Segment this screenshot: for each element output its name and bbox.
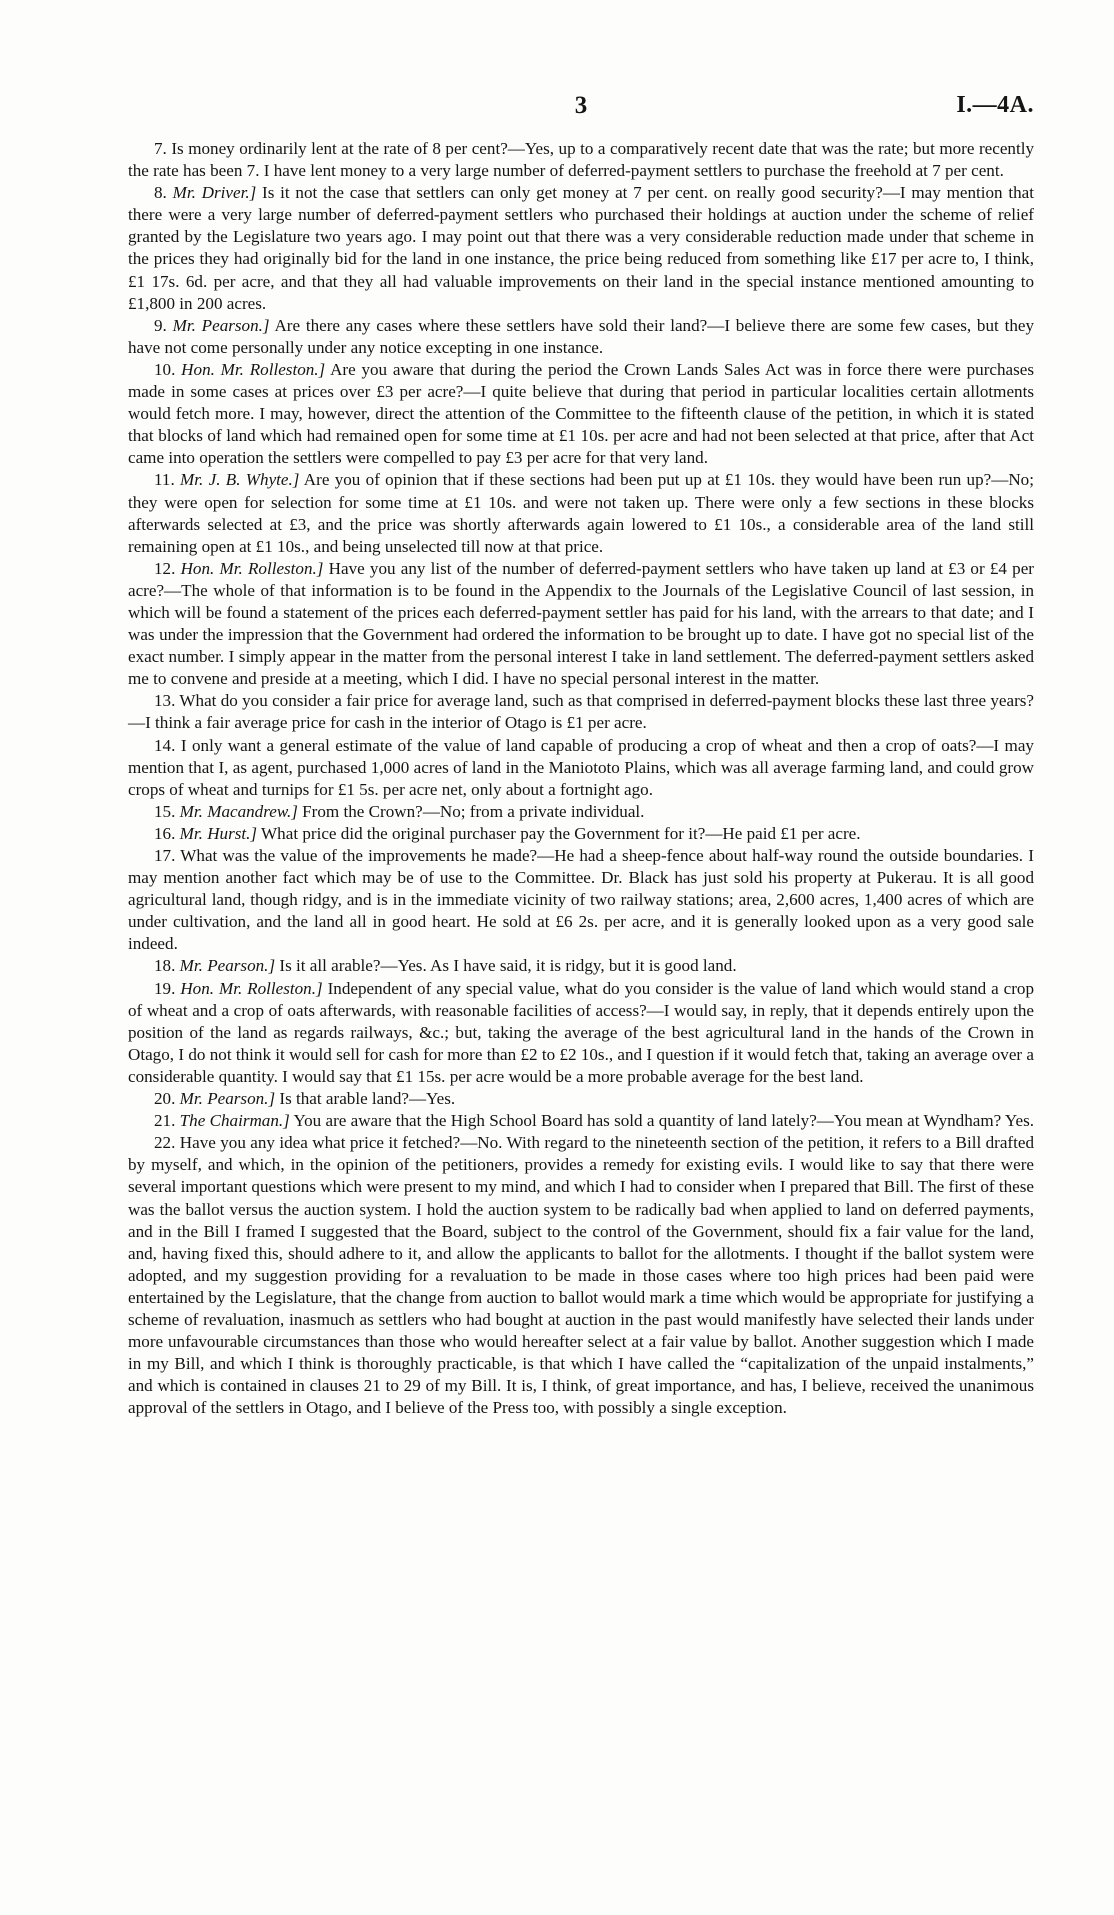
question-paragraph	[128, 359, 1034, 469]
speaker-name: Mr. J. B. Whyte.]	[180, 470, 300, 490]
question-number: 16.	[154, 823, 176, 843]
paragraph-text: What do you consider a fair price for average land, such as that comprised in deferred-payment blocks these last three years?—I think a fair average price for cash in the interior of Otago is £1 per acre.	[128, 691, 1034, 733]
paragraph-text: Is money ordinarily lent at the rate of 8 per cent?—Yes, up to a comparatively recent date that was the rate; but more recently the rate has been 7. I have lent money to a very large number of deferred-payment settlers to purchase the freehold at 7 per cent.	[128, 139, 1034, 181]
paragraph-text: From the Crown?—No; from a private individual.	[302, 801, 645, 821]
speaker-name: Mr. Driver.]	[172, 183, 257, 203]
question-paragraph	[128, 845, 1034, 955]
paragraph-text: Are there any cases where these settlers have sold their land?—I believe there are some few cases, but they have not come personally under any notice excepting in one instance.	[128, 315, 1034, 357]
question-paragraph	[128, 1132, 1034, 1419]
question-number: 11.	[154, 470, 175, 490]
question-number: 17.	[154, 846, 176, 865]
question-number: 10.	[154, 359, 176, 379]
question-paragraph	[128, 823, 1034, 845]
question-paragraph	[128, 955, 1034, 977]
question-paragraph	[128, 978, 1034, 1088]
question-paragraph	[128, 182, 1034, 315]
question-paragraph	[128, 558, 1034, 691]
paragraph-text: Have you any list of the number of deferred-payment settlers who have taken up land at £3 or £4 per acre?—The whole of that information is to be found in the Appendix to the Journals of the Legislative Council of last session, in which will be found a statement of the prices each deferred-payment settler has paid for his land, with the arrears to that date; and I was under the impression that the Government had ordered the information to be brought up to date. I have got no special list of the exact number. I simply appear in the matter from the personal interest I take in land settlement. The deferred-payment settlers asked me to convene and preside at a meeting, which I did. I have no special personal interest in the matter.	[128, 558, 1034, 689]
question-number: 14.	[154, 735, 176, 755]
speaker-name: Mr. Pearson.]	[179, 1089, 276, 1109]
question-paragraph	[128, 735, 1034, 801]
paragraph-text: You are aware that the High School Board has sold a quantity of land lately?—You mean at Wyndham? Yes.	[293, 1111, 1035, 1131]
paragraph-text: Are you of opinion that if these sections had been put up at £1 10s. they would have been run up?—No; they were open for selection for some time at £1 10s. and were not taken up. There were only a few sections in these blocks afterwards selected at £3, and the price was shortly afterwards again lowered to £1 10s., a considerable area of the land still remaining open at £1 10s., and being unselected till now at that price.	[128, 470, 1034, 556]
speaker-name: Hon. Mr. Rolleston.]	[180, 558, 324, 578]
speaker-name: Hon. Mr. Rolleston.]	[180, 978, 323, 998]
paragraph-text: What was the value of the improvements he made?—He had a sheep-fence about half-way round the outside boundaries. I may mention another fact which may be of use to the Committee. Dr. Black has just sold his property at Pukerau. It is all good agricultural land, though ridgy, and is in the immediate vicinity of two railway stations; area, 2,600 acres, 1,400 acres of which are under cultivation, and the land all in good heart. He sold at £6 2s. per acre, and it is generally looked upon as a very good sale indeed.	[128, 846, 1034, 954]
question-number: 15.	[154, 801, 176, 821]
paragraph-text: Are you aware that during the period the Crown Lands Sales Act was in force there were purchases made in some cases at prices over £3 per acre?—I quite believe that during that period in particular localities certain allotments would fetch more. I may, however, direct the attention of the Committee to the fifteenth clause of the petition, in which it is stated that blocks of land which had remained open for some time at £1 10s. per acre and had not been selected at that price, after that Act came into operation the settlers were compelled to pay £3 per acre for that very land.	[128, 359, 1034, 468]
paragraph-text: Is that arable land?—Yes.	[279, 1089, 456, 1109]
question-number: 21.	[154, 1111, 176, 1131]
speaker-name: Hon. Mr. Rolleston.]	[181, 359, 326, 379]
page-number: 3	[574, 92, 588, 119]
speaker-name: The Chairman.]	[179, 1111, 290, 1131]
question-paragraph	[128, 1110, 1034, 1132]
question-paragraph	[128, 801, 1034, 823]
question-paragraph	[128, 690, 1034, 734]
paragraph-text: Is it not the case that settlers can only get money at 7 per cent. on really good security?—I may mention that there were a very large number of deferred-payment settlers who purchased their holdings at auction under the scheme of relief granted by the Legislature two years ago. I may point out that there was a very considerable reduction made under that scheme in the prices they had originally bid for the land in one instance, the price being reduced from something like £17 per acre to, I think, £1 17s. 6d. per acre, and that they all had valuable improvements on their land in the special instance mentioned amounting to £1,800 in 200 acres.	[128, 183, 1034, 313]
question-paragraph	[128, 315, 1034, 359]
paragraph-text: I only want a general estimate of the value of land capable of producing a crop of wheat and then a crop of oats?—I may mention that I, as agent, purchased 1,000 acres of land in the Maniototo Plains, which was all average farming land, and could grow crops of wheat and turnips for £1 5s. per acre net, only about a fortnight ago.	[128, 735, 1034, 799]
question-number: 9.	[154, 315, 167, 335]
question-paragraph	[128, 469, 1034, 557]
document-reference: I.—4A.	[956, 92, 1034, 118]
paragraph-text: What price did the original purchaser pay the Government for it?—He paid £1 per acre.	[261, 823, 861, 843]
question-number: 18.	[154, 956, 176, 976]
question-paragraph	[128, 138, 1034, 182]
paragraph-text: Have you any idea what price it fetched?—No. With regard to the nineteenth section of the petition, it refers to a Bill drafted by myself, and which, in the opinion of the petitioners, provides a remedy for existing evils. I would like to say that there were several important questions which were present to my mind, and which I had to consider when I prepared that Bill. The first of these was the ballot versus the auction system. I hold the auction system to be radically bad when applied to land on deferred payments, and in the Bill I framed I suggested that the Board, subject to the control of the Government, should fix a fair value for the land, and, having fixed this, should adhere to it, and allow the applicants to ballot for the allotments. I thought if the ballot system were adopted, and my suggestion providing for a revaluation to be made in those cases where too high prices had been paid were entertained by the Legislature, that the change from auction to ballot would mark a time which would be appropriate for justifying a scheme of revaluation, inasmuch as settlers who had bought at auction in the past would manifestly have selected their lands under more unfavourable circumstances than those who would hereafter select at a fair value by ballot. Another suggestion which I made in my Bill, and which I think is thoroughly practicable, is that which I have called the “capitalization of the unpaid instalments,” and which is contained in clauses 21 to 29 of my Bill. It is, I think, of great importance, and has, I believe, received the unanimous approval of the settlers in Otago, and I believe of the Press too, with possibly a single exception.	[128, 1133, 1034, 1418]
question-number: 7.	[154, 139, 167, 158]
speaker-name: Mr. Pearson.]	[179, 956, 276, 976]
speaker-name: Mr. Pearson.]	[172, 315, 270, 335]
speaker-name: Mr. Hurst.]	[179, 823, 258, 843]
paragraph-text: Is it all arable?—Yes. As I have said, it is ridgy, but it is good land.	[279, 956, 737, 976]
question-number: 12.	[154, 558, 176, 578]
question-paragraph	[128, 1088, 1034, 1110]
page-header	[128, 92, 1034, 126]
question-number: 8.	[154, 183, 167, 203]
page-body	[128, 138, 1034, 1419]
question-number: 13.	[154, 691, 176, 711]
question-number: 19.	[154, 978, 176, 998]
speaker-name: Mr. Macandrew.]	[179, 801, 298, 821]
paragraph-text: Independent of any special value, what do you consider is the value of land which would stand a crop of wheat and a crop of oats afterwards, with reasonable facilities of access?—I would say, in reply, that it depends entirely upon the position of the land as regards railways, &c.; but, taking the average of the best agricultural land in the hands of the Crown in Otago, I do not think it would sell for cash for more than £2 to £2 10s., and I question if it would fetch that, taking an average over a considerable quantity. I would say that £1 15s. per acre would be a more probable average for the best land.	[128, 978, 1034, 1086]
question-number: 22.	[154, 1133, 176, 1153]
question-number: 20.	[154, 1089, 176, 1109]
